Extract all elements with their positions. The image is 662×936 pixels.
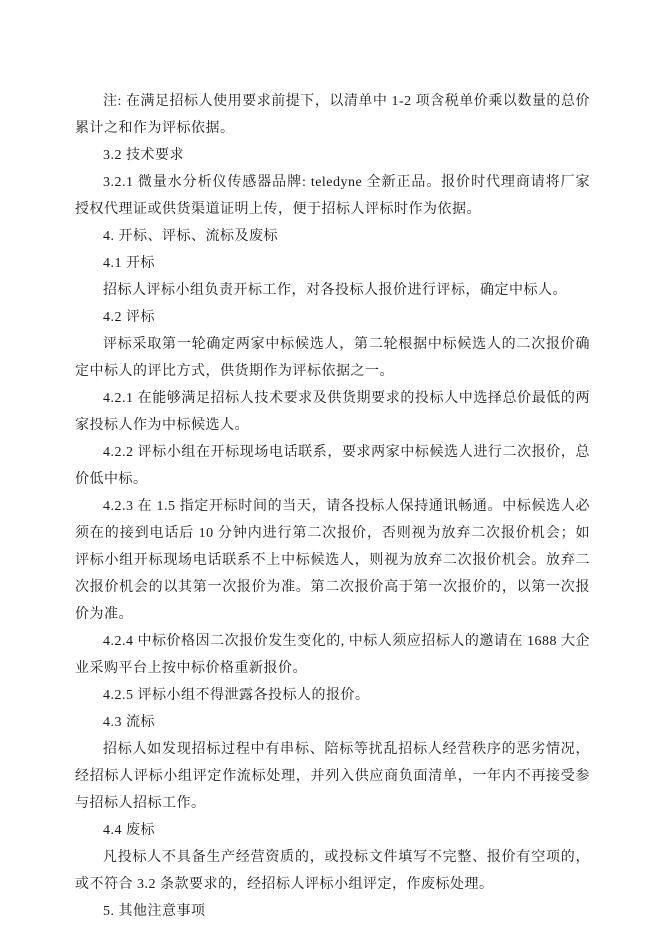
heading-4-2: 4.2 评标 [103, 310, 155, 325]
paragraph-4-1-body: 招标人评标小组负责开标工作，对各投标人报价进行评标，确定中标人。 [103, 283, 567, 298]
document-body [75, 88, 590, 925]
paragraph-4-2-3: 4.2.3 在 1.5 指定开标时间的当天，请各投标人保持通讯畅通。中标候选人必须在的接到电话后 10 分钟内进行第二次报价，否则视为放弃二次报价机会；如评标小组开标现场电话联系不上中标候选人，则视为放弃二次报价机会。放弃二次报价机会的以其第一次报价为准。第二次报价高于第一次报价的，以第一次报价为准。 [75, 499, 590, 622]
paragraph-note: 注: 在满足招标人使用要求前提下，以清单中 1-2 项含税单价乘以数量的总价累计之和作为评标依据。 [75, 94, 590, 136]
heading-5: 5. 其他注意事项 [103, 904, 206, 919]
heading-4-1: 4.1 开标 [103, 256, 155, 271]
paragraph-4-2-body: 评标采取第一轮确定两家中标候选人，第二轮根据中标候选人的二次报价确定中标人的评比方式，供货期作为评标依据之一。 [75, 337, 590, 379]
paragraph-4-2-4: 4.2.4 中标价格因二次报价发生变化的, 中标人须应招标人的邀请在 1688 大企业采购平台上按中标价格重新报价。 [75, 634, 590, 676]
paragraph-4-2-1: 4.2.1 在能够满足招标人技术要求及供货期要求的投标人中选择总价最低的两家投标人作为中标候选人。 [75, 391, 590, 433]
heading-4-4: 4.4 废标 [103, 823, 155, 838]
paragraph-4-2-2: 4.2.2 评标小组在开标现场电话联系，要求两家中标候选人进行二次报价，总价低中标。 [75, 445, 590, 487]
paragraph-3-2-1: 3.2.1 微量水分析仪传感器品牌: teledyne 全新正品。报价时代理商请将厂家授权代理证或供货渠道证明上传，便于招标人评标时作为依据。 [75, 175, 590, 217]
heading-3-2: 3.2 技术要求 [103, 148, 184, 163]
heading-4: 4. 开标、评标、流标及废标 [103, 229, 278, 244]
paragraph-4-3-body: 招标人如发现招标过程中有串标、陪标等扰乱招标人经营秩序的恶劣情况，经招标人评标小组评定作流标处理，并列入供应商负面清单，一年内不再接受参与招标人招标工作。 [75, 742, 590, 811]
heading-4-3: 4.3 流标 [103, 715, 155, 730]
paragraph-4-4-body: 凡投标人不具备生产经营资质的，或投标文件填写不完整、报价有空项的，或不符合 3.2 条款要求的，经招标人评标小组评定，作废标处理。 [75, 850, 590, 892]
paragraph-4-2-5: 4.2.5 评标小组不得泄露各投标人的报价。 [103, 688, 370, 703]
